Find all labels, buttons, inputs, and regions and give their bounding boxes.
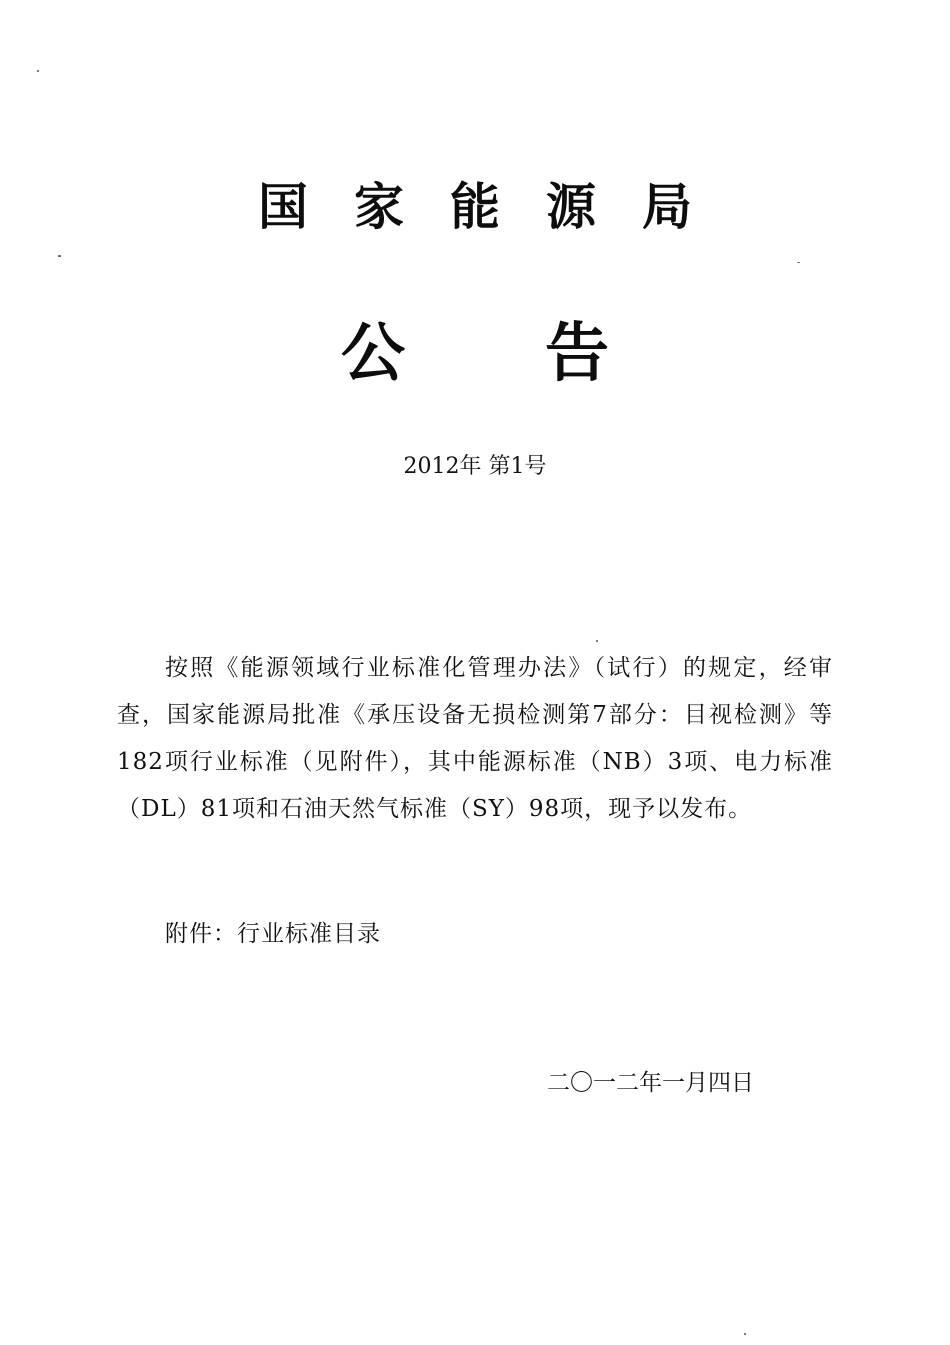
attachment-line xyxy=(165,914,381,954)
document-type-heading: 公告 xyxy=(341,316,749,391)
scan-speck xyxy=(744,1333,746,1335)
announcement-body-paragraph: 按照《能源领域行业标准化管理办法》（试行）的规定，经审查，国家能源局批准《承压设备无损检测第7部分：目视检测》等182项行业标准（见附件），其中能源标准（NB）3项、电力标准（DL）81项和石油天然气标准（SY）98项，现予以发布。 xyxy=(117,655,833,822)
scan-speck xyxy=(596,640,598,642)
scan-speck xyxy=(797,262,800,263)
document-number: 2012年 第1号 xyxy=(403,454,547,479)
attachment-title: 行业标准目录 xyxy=(237,921,381,947)
scan-speck xyxy=(58,255,61,257)
scan-speck xyxy=(37,70,39,72)
attachment-label: 附件： xyxy=(165,921,237,947)
issuing-organization-title: 国家能源局 xyxy=(258,177,738,236)
issue-date: 二〇一二年一月四日 xyxy=(547,1070,754,1096)
